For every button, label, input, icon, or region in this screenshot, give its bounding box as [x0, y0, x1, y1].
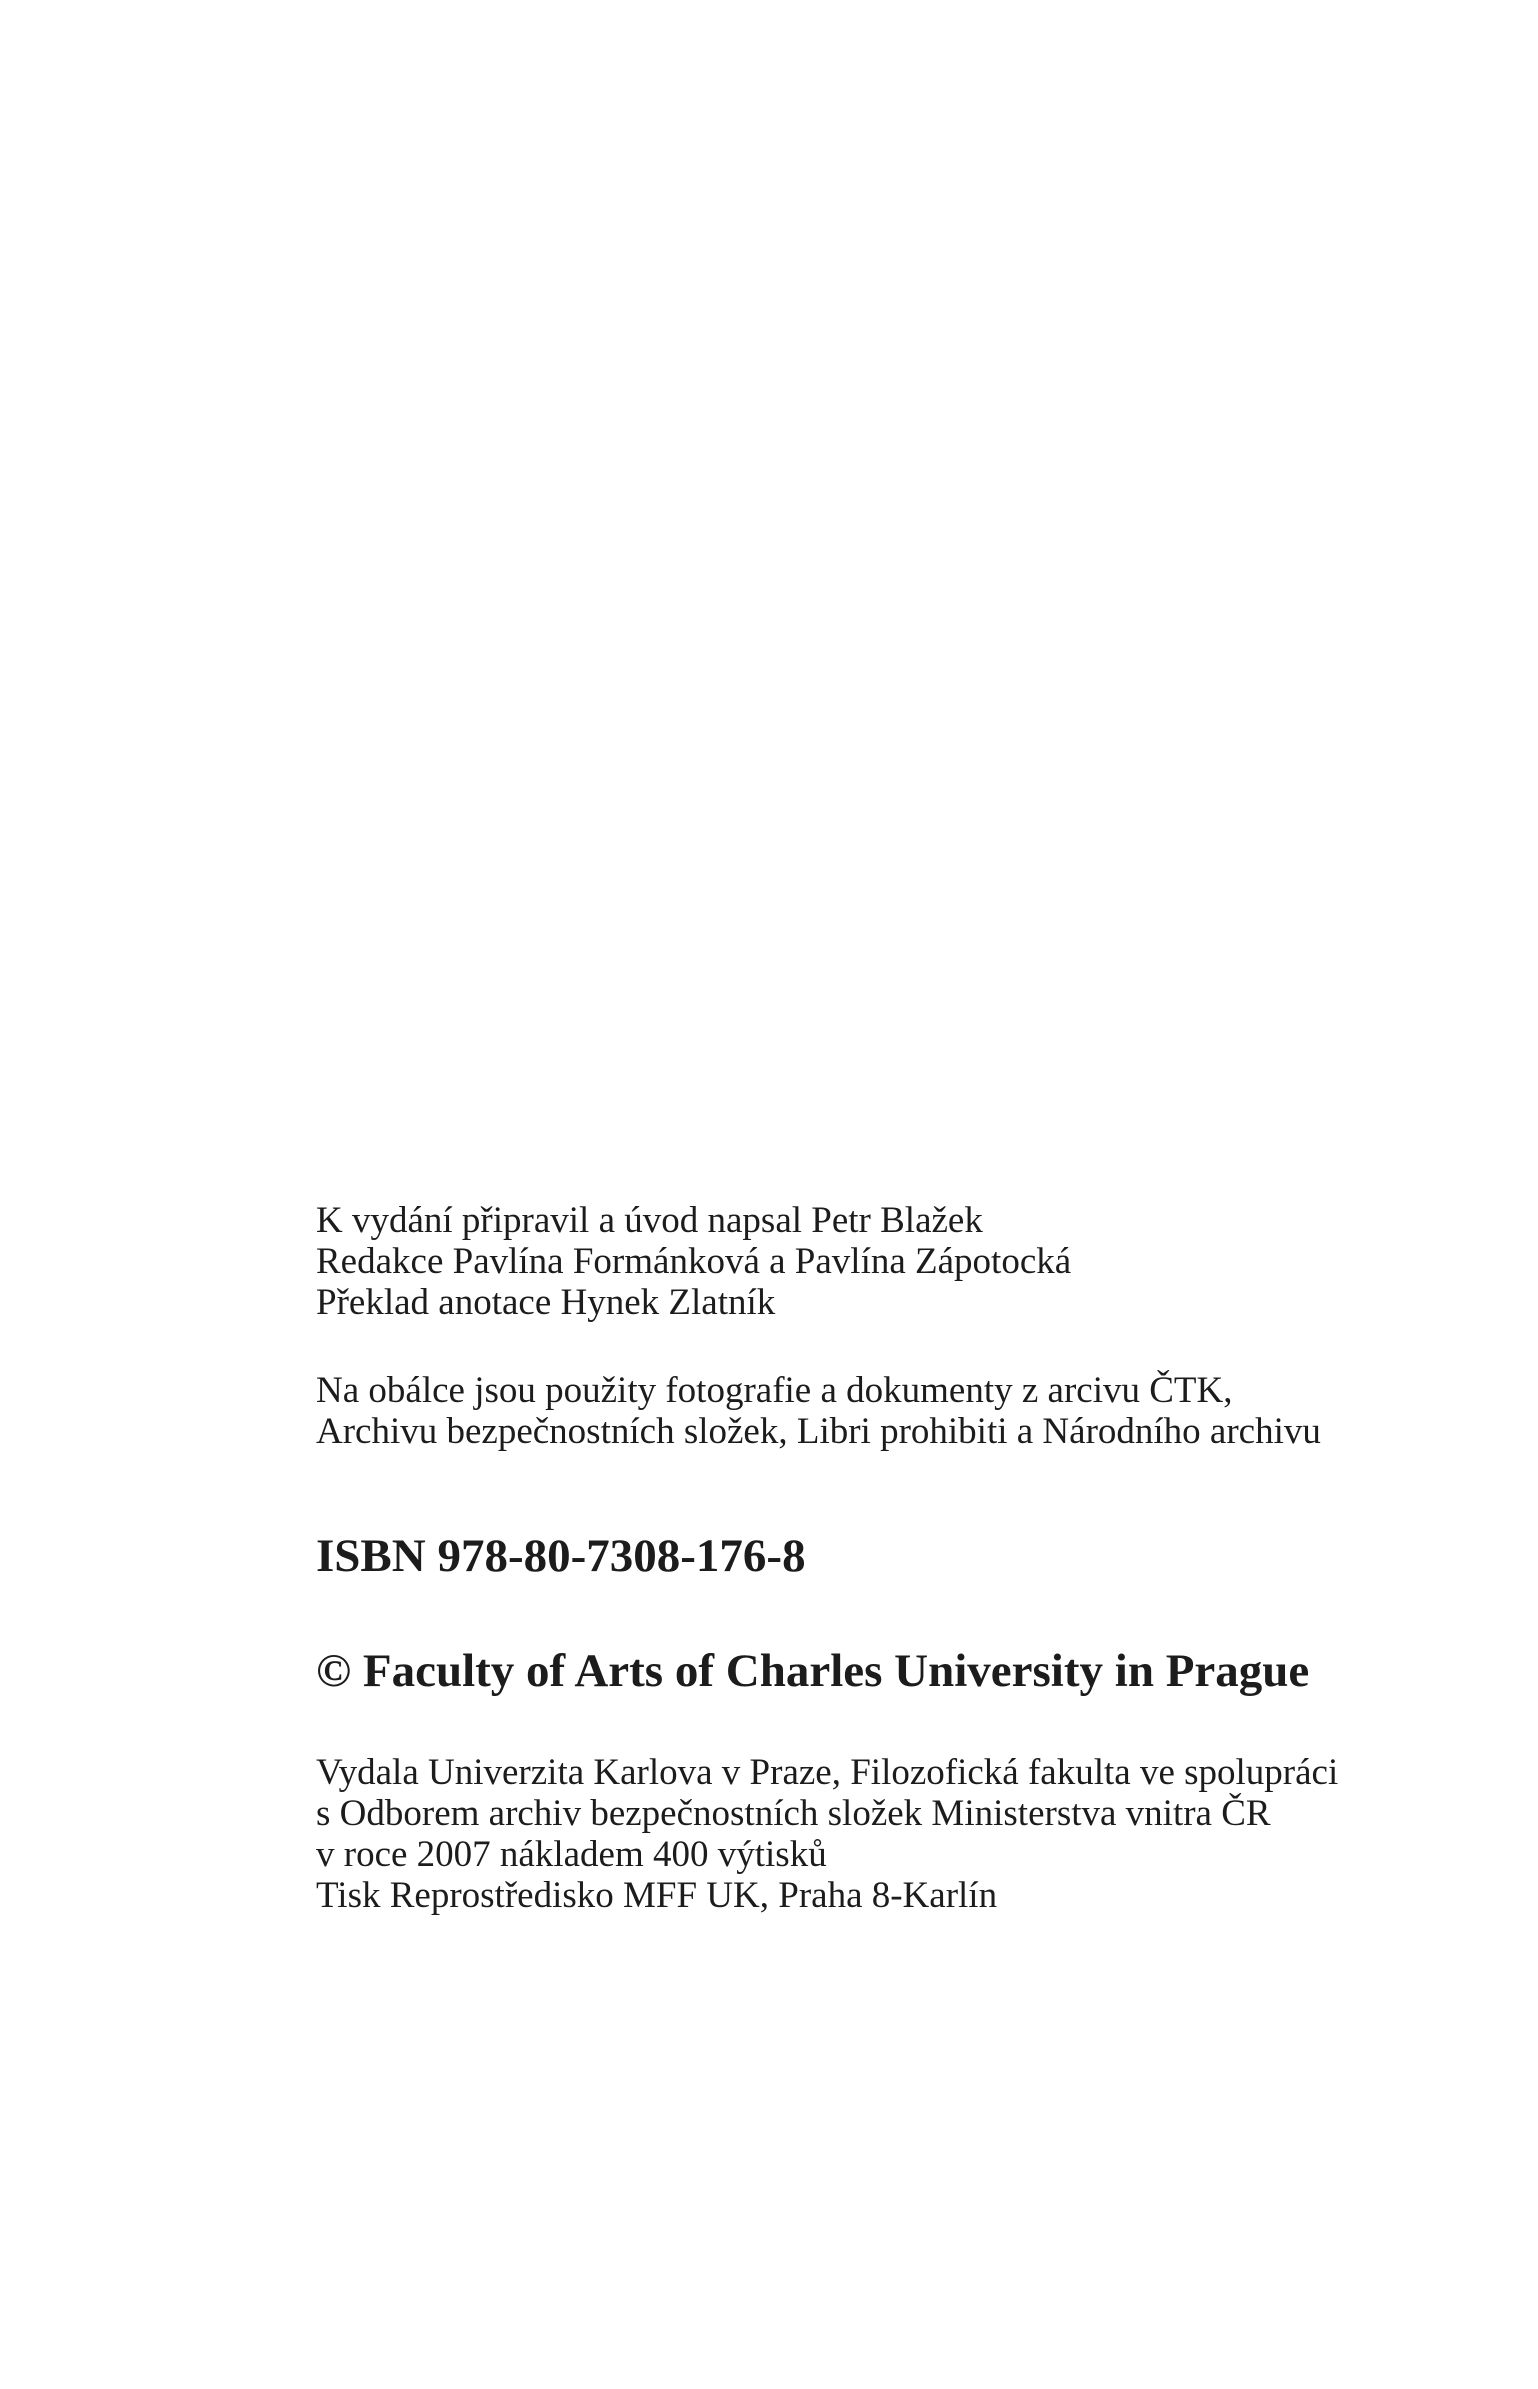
imprint-block	[316, 1752, 1338, 1916]
credits-editor-line: K vydání připravil a úvod napsal Petr Blažek	[316, 1200, 983, 1241]
imprint-printer-line: Tisk Reprostředisko MFF UK, Praha 8-Karlín	[316, 1875, 998, 1916]
copyright-line	[316, 1643, 1309, 1699]
copyright-holder: Faculty of Arts of Charles University in Prague	[362, 1645, 1310, 1697]
imprint-edition-line: v roce 2007 nákladem 400 výtisků	[316, 1834, 827, 1875]
imprint-publisher-line: Vydala Univerzita Karlova v Praze, Filozofická fakulta ve spolupráci	[316, 1752, 1339, 1793]
credits-translation-line: Překlad anotace Hynek Zlatník	[316, 1282, 776, 1323]
cover-note-line: Na obálce jsou použity fotografie a dokumenty z arcivu ČTK,	[316, 1370, 1233, 1411]
copyright-symbol: ©	[316, 1645, 352, 1697]
imprint-cooperation-line: s Odborem archiv bezpečnostních složek Ministerstva vnitra ČR	[316, 1793, 1271, 1834]
isbn-line: ISBN 978-80-7308-176-8	[316, 1530, 806, 1582]
credits-block	[316, 1200, 1071, 1323]
credits-redaction-line: Redakce Pavlína Formánková a Pavlína Zápotocká	[316, 1241, 1072, 1282]
cover-note-block	[316, 1370, 1321, 1452]
cover-note-line: Archivu bezpečnostních složek, Libri prohibiti a Národního archivu	[316, 1411, 1321, 1452]
